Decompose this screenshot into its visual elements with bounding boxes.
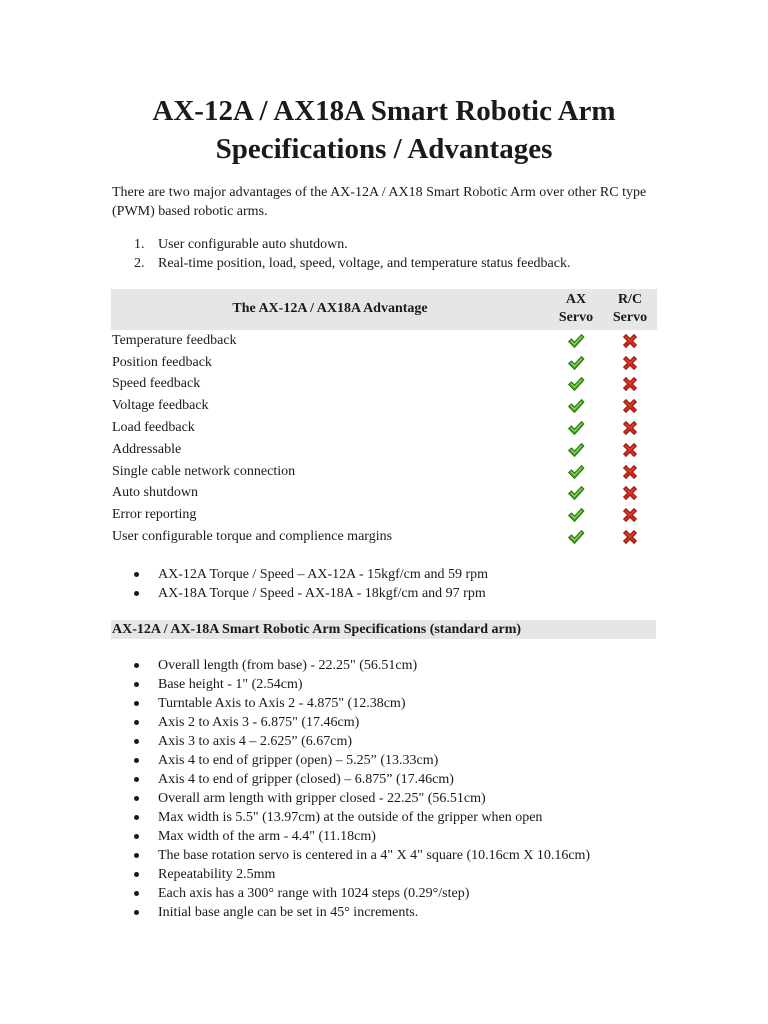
feature-name: Auto shutdown bbox=[112, 485, 198, 501]
table-row bbox=[111, 461, 657, 483]
list-item: Base height - 1" (2.54cm) bbox=[158, 675, 590, 694]
list-item: Overall arm length with gripper closed - 22.25" (56.51cm) bbox=[158, 789, 590, 808]
header-ax-line1: AX bbox=[565, 292, 587, 307]
torque-list bbox=[112, 565, 488, 603]
table-row bbox=[111, 352, 657, 374]
list-item: Max width is 5.5" (13.97cm) at the outside of the gripper when open bbox=[158, 808, 590, 827]
feature-name: Position feedback bbox=[112, 354, 212, 370]
header-rc-line1: R/C bbox=[617, 292, 643, 307]
ax-check-icon bbox=[549, 461, 603, 483]
ax-check-icon bbox=[549, 483, 603, 505]
table-header-row bbox=[111, 289, 657, 330]
table-row bbox=[111, 395, 657, 417]
feature-name: Speed feedback bbox=[112, 376, 201, 392]
header-ax-servo bbox=[549, 289, 603, 330]
list-item-text: Real-time position, load, speed, voltage, and temperature status feedback. bbox=[158, 256, 571, 271]
comparison-table bbox=[111, 289, 657, 548]
rc-cross-icon bbox=[603, 374, 657, 396]
list-item: Repeatability 2.5mm bbox=[158, 865, 590, 884]
feature-name: Addressable bbox=[112, 441, 182, 457]
list-item: Each axis has a 300° range with 1024 steps (0.29°/step) bbox=[158, 884, 590, 903]
list-item: Axis 4 to end of gripper (closed) – 6.875” (17.46cm) bbox=[158, 770, 590, 789]
feature-name: Temperature feedback bbox=[112, 332, 237, 348]
list-item: The base rotation servo is centered in a 4" X 4" square (10.16cm X 10.16cm) bbox=[158, 848, 591, 863]
intro-paragraph: There are two major advantages of the AX-12A / AX18 Smart Robotic Arm over other RC type (PWM) based robotic arms. bbox=[112, 185, 647, 219]
feature-name: Single cable network connection bbox=[112, 463, 296, 479]
list-item: Axis 2 to Axis 3 - 6.875" (17.46cm) bbox=[158, 713, 590, 732]
list-item bbox=[134, 235, 570, 254]
list-item: Initial base angle can be set in 45° increments. bbox=[158, 903, 590, 922]
ax-check-icon bbox=[549, 352, 603, 374]
comparison-table-body bbox=[111, 330, 657, 548]
ax-check-icon bbox=[549, 504, 603, 526]
title-line-2: Specifications / Advantages bbox=[215, 133, 553, 165]
list-number: 1. bbox=[134, 237, 145, 252]
table-row bbox=[111, 504, 657, 526]
feature-name: Load feedback bbox=[112, 420, 195, 436]
ax-check-icon bbox=[549, 526, 603, 548]
title-line-1: AX-12A / AX18A Smart Robotic Arm bbox=[152, 95, 616, 127]
ax-check-icon bbox=[549, 417, 603, 439]
table-row bbox=[111, 374, 657, 396]
table-row bbox=[111, 526, 657, 548]
list-item: Axis 4 to end of gripper (open) – 5.25” (13.33cm) bbox=[158, 751, 590, 770]
rc-cross-icon bbox=[603, 330, 657, 352]
ax-check-icon bbox=[549, 439, 603, 461]
rc-cross-icon bbox=[603, 417, 657, 439]
table-row bbox=[111, 330, 657, 352]
list-item: Overall length (from base) - 22.25" (56.51cm) bbox=[158, 656, 590, 675]
ax-check-icon bbox=[549, 395, 603, 417]
header-rc-servo bbox=[603, 289, 657, 330]
list-item: AX-18A Torque / Speed - AX-18A - 18kgf/cm and 97 rpm bbox=[158, 584, 488, 603]
header-rc-line2: Servo bbox=[612, 310, 648, 325]
rc-cross-icon bbox=[603, 483, 657, 505]
list-item: Max width of the arm - 4.4" (11.18cm) bbox=[158, 827, 590, 846]
ax-check-icon bbox=[549, 330, 603, 352]
list-item bbox=[134, 254, 571, 273]
advantages-list bbox=[112, 235, 570, 273]
rc-cross-icon bbox=[603, 461, 657, 483]
table-row bbox=[111, 417, 657, 439]
ax-check-icon bbox=[549, 374, 603, 396]
feature-name: User configurable torque and complience margins bbox=[112, 529, 393, 545]
table-row bbox=[111, 439, 657, 461]
list-item: Axis 3 to axis 4 – 2.625” (6.67cm) bbox=[158, 732, 590, 751]
header-feature: The AX-12A / AX18A Advantage bbox=[111, 289, 549, 330]
list-number: 2. bbox=[134, 256, 145, 271]
spec-heading: AX-12A / AX-18A Smart Robotic Arm Specifications (standard arm) bbox=[111, 620, 656, 639]
list-item-text: User configurable auto shutdown. bbox=[158, 237, 348, 252]
header-ax-line2: Servo bbox=[558, 310, 594, 325]
spec-list bbox=[112, 656, 590, 922]
rc-cross-icon bbox=[603, 352, 657, 374]
rc-cross-icon bbox=[603, 526, 657, 548]
table-row bbox=[111, 483, 657, 505]
rc-cross-icon bbox=[603, 395, 657, 417]
page-title bbox=[0, 92, 768, 168]
list-item: Turntable Axis to Axis 2 - 4.875" (12.38cm) bbox=[158, 694, 590, 713]
feature-name: Voltage feedback bbox=[112, 398, 209, 414]
list-item: AX-12A Torque / Speed – AX-12A - 15kgf/cm and 59 rpm bbox=[158, 567, 489, 582]
feature-name: Error reporting bbox=[112, 507, 197, 523]
rc-cross-icon bbox=[603, 504, 657, 526]
rc-cross-icon bbox=[603, 439, 657, 461]
